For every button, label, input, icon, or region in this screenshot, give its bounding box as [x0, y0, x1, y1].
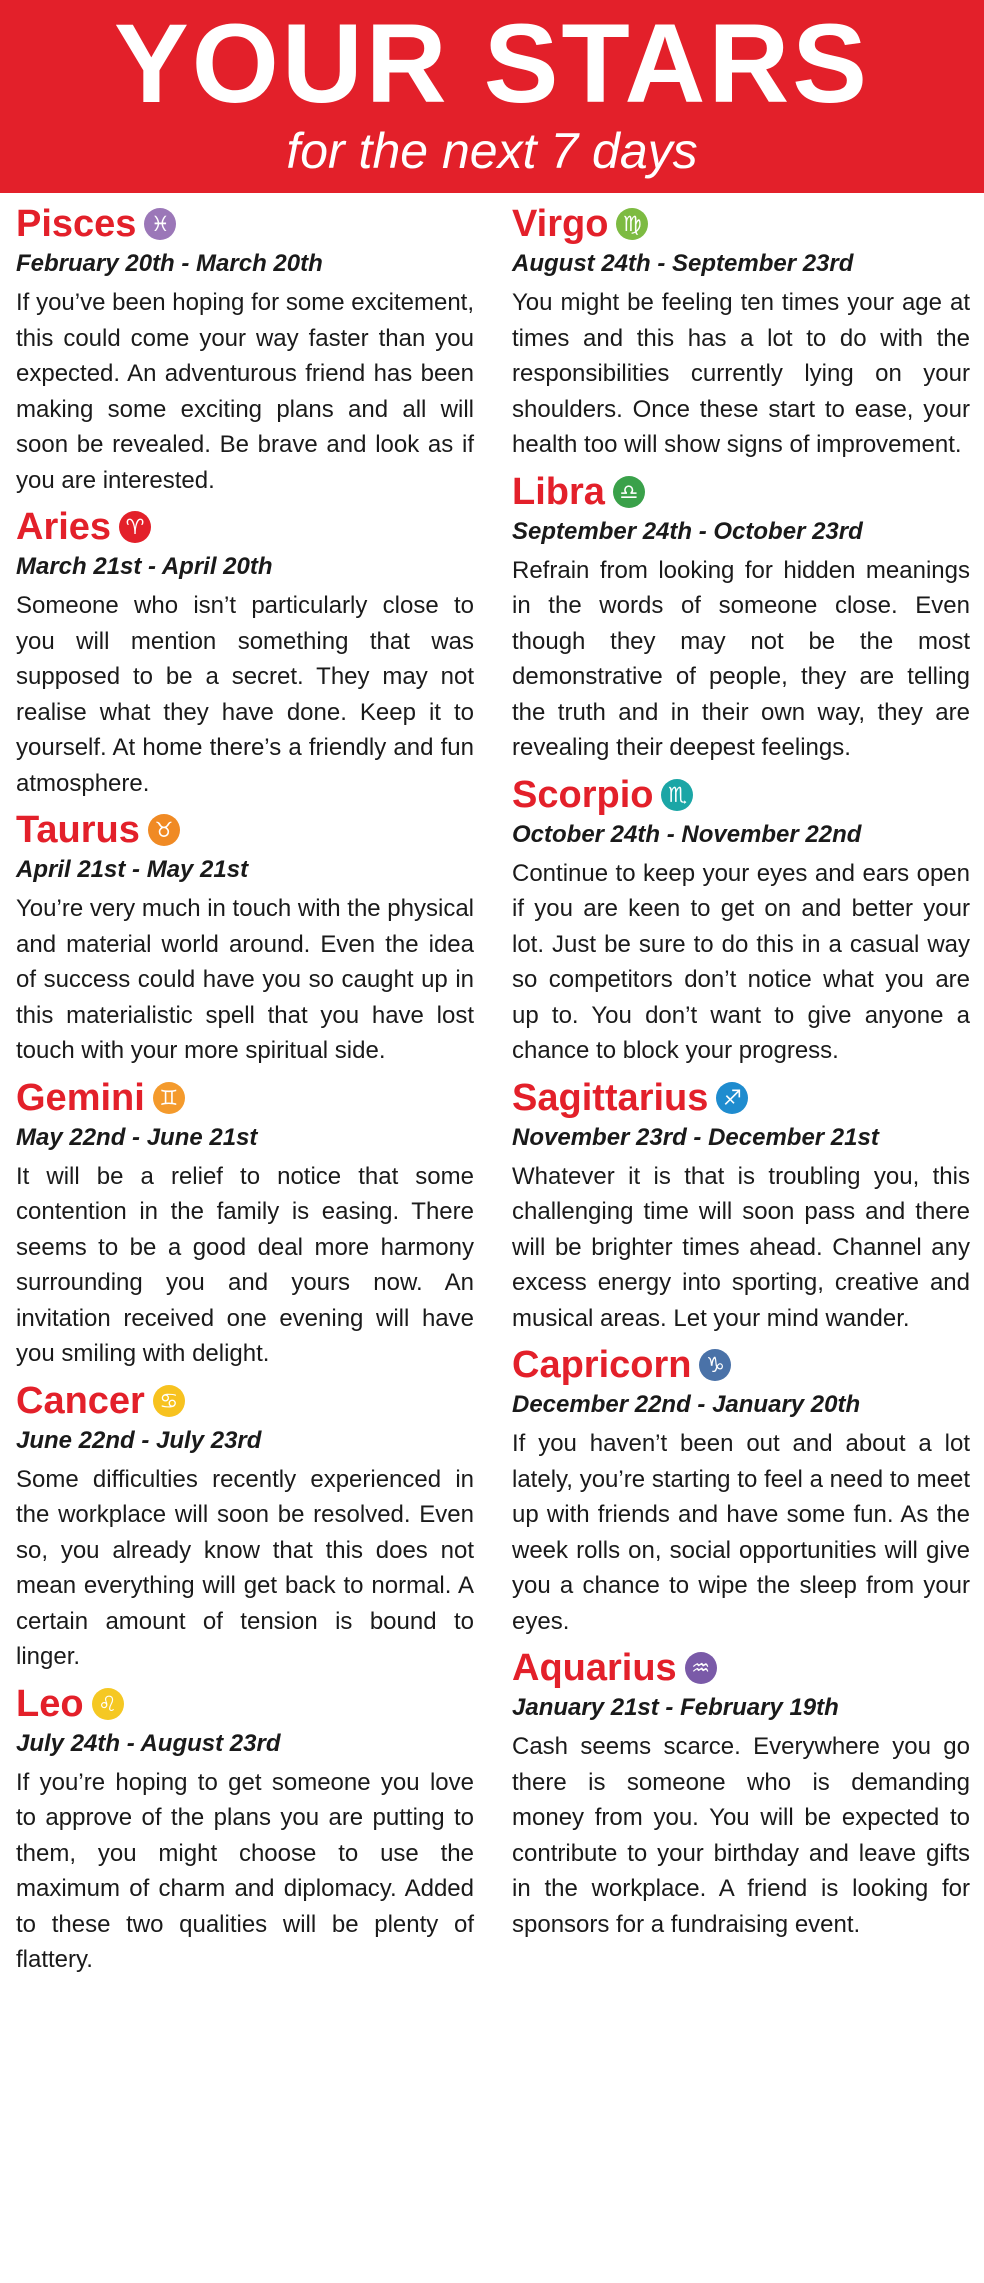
sign-section-aquarius	[512, 1645, 970, 1942]
sign-section-taurus	[16, 807, 474, 1069]
pisces-icon: ♓	[144, 208, 176, 240]
sign-name: Capricorn	[512, 1344, 692, 1386]
sign-name: Taurus	[16, 809, 140, 851]
taurus-icon: ♉	[148, 814, 180, 846]
sign-name: Aries	[16, 506, 112, 548]
sign-heading	[512, 1342, 970, 1388]
sign-dates: June 22nd - July 23rd	[16, 1426, 262, 1454]
cancer-icon: ♋	[153, 1385, 185, 1417]
sign-forecast: Some difficulties recently experienced in the workplace will soon be resolved. Even so, you already know that this does not mean everything will get back to normal. A certain amount of tension is bound to linger.	[16, 1465, 474, 1670]
right-column	[512, 201, 970, 1948]
aquarius-icon: ♒	[685, 1652, 717, 1684]
sign-dates: May 22nd - June 21st	[16, 1123, 258, 1151]
sign-name: Sagittarius	[512, 1076, 709, 1119]
sign-dates: January 21st - February 19th	[512, 1694, 839, 1721]
sign-section-aries	[16, 504, 474, 801]
sign-section-sagittarius	[512, 1075, 970, 1337]
sign-heading	[512, 1075, 970, 1121]
sign-dates: November 23rd - December 21st	[512, 1123, 879, 1151]
sign-forecast: If you haven’t been out and about a lot lately, you’re starting to feel a need to meet up with friends and have some fun. As the week rolls on, social opportunities will give you a chance to wipe the sleep from your eyes.	[512, 1430, 970, 1635]
sign-forecast: You’re very much in touch with the physical and material world around. Even the idea of success could have you so caught up in this materialistic spell that you have lost touch with your more spiritual side.	[16, 895, 475, 1064]
sign-forecast: If you’ve been hoping for some excitement, this could come your way faster than you expected. An adventurous friend has been making some exciting plans and all will soon be revealed. Be brave and look as if you are interested.	[16, 289, 474, 494]
sign-dates: December 22nd - January 20th	[512, 1391, 861, 1418]
sign-name: Cancer	[16, 1379, 145, 1422]
libra-icon: ♎	[613, 476, 645, 508]
leo-icon: ♌	[92, 1688, 124, 1720]
sign-name: Libra	[512, 470, 605, 513]
sign-section-gemini	[16, 1075, 474, 1372]
sign-section-libra	[512, 469, 970, 766]
sign-heading	[512, 201, 970, 247]
sign-section-virgo	[512, 201, 970, 463]
sign-forecast: Refrain from looking for hidden meanings in the words of someone close. Even though they may not be the most demonstrative of people, they are telling the truth and in their own way, they are revealing their deepest feelings.	[512, 556, 970, 761]
left-column	[16, 201, 474, 1984]
sign-name: Pisces	[16, 203, 137, 245]
sign-heading	[16, 1681, 474, 1727]
sign-forecast: You might be feeling ten times your age at times and this has a lot to do with the responsibilities currently lying on your shoulders. Once these start to ease, your health too will show signs of improvement.	[512, 289, 970, 458]
sign-forecast: Someone who isn’t particularly close to you will mention something that was supposed to be a secret. They may not realise what they have done. Keep it to yourself. At home there’s a friendly and fun atmosphere.	[16, 592, 474, 797]
sign-dates: February 20th - March 20th	[16, 250, 323, 277]
sign-heading	[16, 1378, 474, 1424]
sign-forecast: Cash seems scarce. Everywhere you go there is someone who is demanding money from you. You will be expected to contribute to your birthday and leave gifts in the workplace. A friend is looking for sponsors for a fundraising event.	[512, 1733, 970, 1938]
sign-heading	[16, 504, 474, 550]
sign-heading	[512, 772, 970, 818]
sign-name: Gemini	[16, 1076, 145, 1119]
sign-forecast: It will be a relief to notice that some contention in the family is easing. There seems to be a good deal more harmony surrounding you and yours now. An invitation received one evening will have you smiling with delight.	[16, 1162, 474, 1367]
capricorn-icon: ♑	[699, 1349, 731, 1381]
sign-section-scorpio	[512, 772, 970, 1069]
sign-section-capricorn	[512, 1342, 970, 1639]
sign-dates: September 24th - October 23rd	[512, 517, 863, 545]
sign-forecast: If you’re hoping to get someone you love to approve of the plans you are putting to them, you might choose to use the maximum of charm and diplomacy. Added to these two qualities will be plenty of flattery.	[16, 1768, 474, 1973]
scorpio-icon: ♏	[661, 779, 693, 811]
sign-heading	[16, 1075, 474, 1121]
virgo-icon: ♍	[616, 208, 648, 240]
sign-heading	[512, 1645, 970, 1691]
sign-dates: October 24th - November 22nd	[512, 820, 862, 848]
page-subtitle: for the next 7 days	[286, 123, 698, 179]
sign-name: Leo	[16, 1682, 84, 1725]
sign-name: Aquarius	[512, 1647, 677, 1689]
gemini-icon: ♊	[153, 1082, 185, 1114]
sagittarius-icon: ♐	[716, 1082, 748, 1114]
sign-dates: August 24th - September 23rd	[512, 250, 854, 277]
sign-forecast: Whatever it is that is troubling you, this challenging time will soon pass and there will be brighter times ahead. Channel any excess energy into sporting, creative and musical areas. Let your mind wander.	[512, 1162, 970, 1332]
sign-heading	[16, 201, 474, 247]
sign-dates: March 21st - April 20th	[16, 553, 273, 580]
sign-name: Scorpio	[512, 773, 654, 816]
aries-icon: ♈	[119, 511, 151, 543]
sign-dates: April 21st - May 21st	[16, 856, 249, 883]
page-title: YOUR STARS	[114, 1, 870, 126]
sign-section-cancer	[16, 1378, 474, 1675]
header-banner	[0, 0, 984, 193]
sign-heading	[16, 807, 474, 853]
sign-section-leo	[16, 1681, 474, 1978]
sign-dates: July 24th - August 23rd	[16, 1729, 281, 1757]
sign-name: Virgo	[512, 203, 609, 245]
sign-heading	[512, 469, 970, 515]
sign-section-pisces	[16, 201, 474, 498]
sign-forecast: Continue to keep your eyes and ears open if you are keen to get on and better your lot. Just be sure to do this in a casual way so competitors don’t notice what you are up to. You don’t want to give anyone a chance to block your progress.	[512, 859, 970, 1064]
